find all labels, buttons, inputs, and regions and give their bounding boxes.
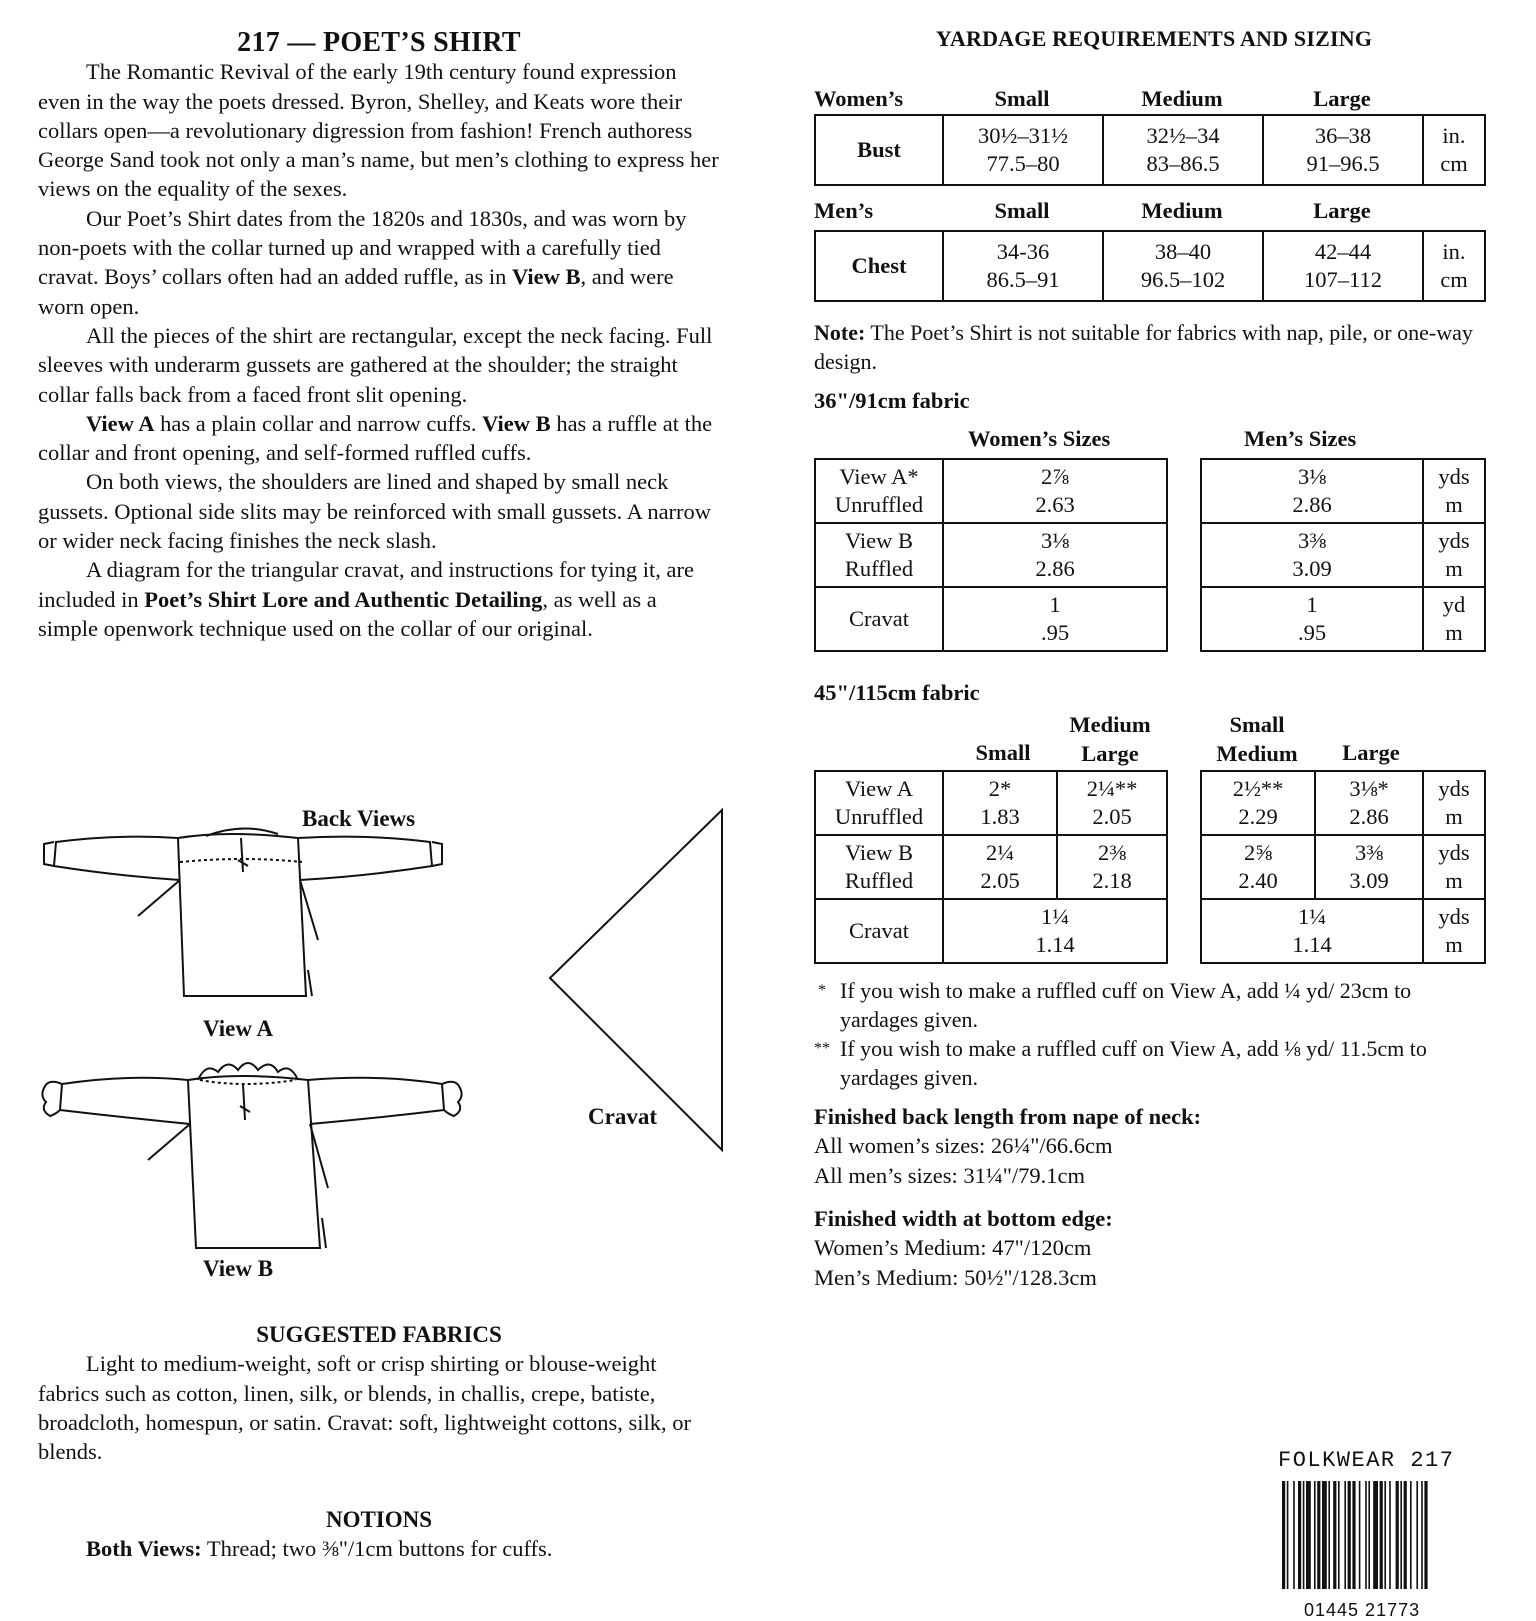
width-women: Women’s Medium: 47"/120cm [814, 1235, 1092, 1261]
f45-row-cravat: Cravat [815, 899, 943, 963]
bust-table [814, 114, 1486, 186]
barcode-bar [1333, 1481, 1336, 1605]
barcode-bar [1328, 1481, 1330, 1605]
chest-label: Chest [815, 231, 943, 301]
bust-small [943, 115, 1103, 185]
f45-b-small [943, 835, 1057, 899]
history-view-b: View B [512, 264, 581, 290]
bust-small-in: 30½–31½ [978, 123, 1068, 148]
f45-a-large [1315, 771, 1423, 835]
f45-men-cravat [1201, 899, 1423, 963]
f36-u-b-yds: yds [1438, 528, 1470, 553]
f36-w-b-m: 2.86 [1035, 556, 1075, 581]
f45-u-b-m: m [1445, 868, 1463, 893]
bust-medium-in: 32½–34 [1146, 123, 1220, 148]
folkwear-label: FOLKWEAR 217 [1278, 1448, 1455, 1473]
f36-m-c-yds: 1 [1306, 592, 1318, 617]
f36-w-c-m: .95 [1040, 620, 1070, 645]
barcode-bar [1352, 1481, 1355, 1605]
barcode-bar [1317, 1481, 1320, 1605]
barcode-bar [1389, 1481, 1391, 1605]
history-paragraph [38, 204, 720, 321]
men-small: Small [994, 198, 1050, 223]
f36-m-b-m: 3.09 [1292, 556, 1332, 581]
f45-a-smallmed [1201, 771, 1315, 835]
f36-w-b-yds: 3⅛ [1040, 528, 1070, 553]
f36-men-header: Men’s Sizes [1244, 426, 1357, 451]
f36-view-a-sub: Unruffled [834, 492, 924, 517]
men-size-header [814, 198, 1494, 224]
bust-medium [1103, 115, 1263, 185]
chest-small-cm: 86.5–91 [986, 267, 1060, 292]
barcode-image [1278, 1479, 1490, 1607]
f45-b-small-m: 2.05 [980, 868, 1020, 893]
f45-h-smallmed-2: Medium [1216, 741, 1298, 766]
barcode-bar [1314, 1481, 1316, 1605]
chest-unit-in: in. [1442, 239, 1466, 264]
shoulders-paragraph: On both views, the shoulders are lined and shaped by small neck gussets. Optional side slits may be reinforced with small gussets. A narrow or wider neck facing finishes the neck slash. [38, 469, 712, 554]
f45-b-large-m: 3.09 [1349, 868, 1389, 893]
f45-u-c-yds: yds [1438, 904, 1470, 929]
men-medium: Medium [1141, 198, 1223, 223]
back-length-women: All women’s sizes: 26¼"/66.6cm [814, 1133, 1113, 1159]
f36-w-a-m: 2.63 [1035, 492, 1075, 517]
notions-text [38, 1534, 720, 1563]
view-b-label: View B [203, 1256, 274, 1281]
barcode-bar [1396, 1481, 1399, 1605]
views-text-d: has a ruffle at the collar and front opening, and self-formed ruffled cuffs. [38, 410, 713, 466]
views-view-a: View A [86, 410, 155, 436]
f45-u-c-m: m [1445, 932, 1463, 957]
barcode-bar [1359, 1481, 1361, 1605]
barcode-bar [1338, 1481, 1340, 1605]
f36-u-c-m: m [1445, 620, 1463, 645]
f36-women-header: Women’s Sizes [968, 426, 1111, 451]
f45-h-medlarge [1054, 710, 1166, 768]
f36-women-cravat [943, 587, 1167, 651]
notions-value: Thread; two ⅜"/1cm buttons for cuffs. [201, 1536, 553, 1562]
fabrics-text: Light to medium-weight, soft or crisp shirting or blouse-weight fabrics such as cotton, linen, silk, or blends, in challis, crepe, batiste, broadcloth, homespun, or satin. Cravat: soft, lightweight cottons, silk, or blends. [38, 1351, 692, 1465]
footnote-1-mark: * [818, 982, 826, 999]
bust-large-in: 36–38 [1314, 123, 1372, 148]
f45-women-table [814, 770, 1168, 964]
barcode-block [1278, 1448, 1508, 1620]
f36-m-a-m: 2.86 [1292, 492, 1332, 517]
f36-women-view-b [943, 523, 1167, 587]
f45-b-smallmed-m: 2.40 [1238, 868, 1278, 893]
f45-a-large-yds: 3⅛* [1349, 776, 1389, 801]
f36-u-c-yd: yd [1442, 592, 1466, 617]
cravat-paragraph [38, 555, 720, 643]
pieces-paragraph: All the pieces of the shirt are rectangular, except the neck facing. Full sleeves with underarm gussets are gathered at the shoulder; the straight collar falls back from a faced front slit opening. [38, 322, 713, 407]
f36-view-b-sub: Ruffled [844, 556, 914, 581]
intro-paragraph: The Romantic Revival of the early 19th century found expression even in the way the poets dressed. Byron, Shelley, and Keats wore their collars open—a revolutionary digression from fashion! French authoress George Sand took not only a man’s name, but men’s clothing to express her views on the equality of the sexes. [38, 59, 719, 202]
barcode-bar [1404, 1481, 1407, 1605]
f36-m-c-m: .95 [1297, 620, 1327, 645]
f45-row-view-b [815, 835, 943, 899]
chest-small [943, 231, 1103, 301]
width-heading: Finished width at bottom edge: [814, 1206, 1113, 1231]
f45-m-cravat-m: 1.14 [1292, 932, 1332, 957]
history-text-a: Our Poet’s Shirt dates from the 1820s and 1830s, and was worn by non-poets with the collar turned up and wrapped with a carefully tied cravat. Boys’ collars often had an added ruffle, as in [38, 205, 687, 290]
fabric-45-heading: 45"/115cm fabric [814, 680, 980, 705]
women-medium: Medium [1141, 86, 1223, 111]
f45-women-cravat [943, 899, 1167, 963]
f45-units-c [1423, 899, 1485, 963]
barcode-bar [1380, 1481, 1383, 1605]
views-text-b: has a plain collar and narrow cuffs. [154, 410, 483, 436]
f36-view-a-label: View A* [839, 464, 919, 489]
f45-b-medlarge-m: 2.18 [1092, 868, 1132, 893]
f36-w-a-yds: 2⅞ [1040, 464, 1070, 489]
view-a-illustration [38, 820, 458, 1010]
women-size-header [814, 86, 1494, 112]
f45-h-smallmed-1: Small [1229, 712, 1285, 737]
f45-a-medlarge-m: 2.05 [1092, 804, 1132, 829]
views-view-b: View B [482, 410, 551, 436]
f45-units-b [1423, 835, 1485, 899]
f36-view-b-label: View B [844, 528, 914, 553]
f45-h-large: Large [1342, 740, 1400, 765]
f45-u-b-yds: yds [1438, 840, 1470, 865]
f45-w-cravat-yds: 1¼ [1040, 904, 1070, 929]
f45-h-smallmed [1200, 710, 1314, 768]
chest-medium-cm: 96.5–102 [1140, 267, 1226, 292]
chest-large-in: 42–44 [1314, 239, 1372, 264]
bust-label: Bust [815, 115, 943, 185]
barcode-bar [1373, 1481, 1378, 1605]
f36-u-a-yds: yds [1438, 464, 1470, 489]
f36-men-cravat [1201, 587, 1423, 651]
f45-a-smallmed-m: 2.29 [1238, 804, 1278, 829]
f36-units-b [1423, 523, 1485, 587]
f45-row-view-a [815, 771, 943, 835]
f45-w-cravat-m: 1.14 [1035, 932, 1075, 957]
f36-men-table [1200, 458, 1486, 652]
f45-h-small: Small [975, 740, 1031, 765]
f45-units-a [1423, 771, 1485, 835]
notions-label: Both Views: [86, 1536, 202, 1562]
f45-h-medlarge-2: Large [1081, 741, 1139, 766]
barcode-bar [1348, 1481, 1351, 1605]
f36-women-table [814, 458, 1168, 652]
barcode-digits: 01445 21773 [1304, 1600, 1421, 1620]
barcode-bar [1293, 1481, 1295, 1605]
f36-men-view-b [1201, 523, 1423, 587]
bust-large [1263, 115, 1423, 185]
barcode-bar [1421, 1481, 1423, 1605]
barcode-bar [1282, 1481, 1285, 1605]
fabrics-heading: SUGGESTED FABRICS [256, 1322, 502, 1347]
barcode-bar [1384, 1481, 1386, 1605]
f45-b-large-yds: 3⅜ [1354, 840, 1384, 865]
fabrics-section [38, 1320, 720, 1466]
chest-medium-in: 38–40 [1154, 239, 1212, 264]
fabric-36-heading: 36"/91cm fabric [814, 388, 970, 413]
barcode-bar [1298, 1481, 1301, 1605]
f45-m-cravat-yds: 1¼ [1297, 904, 1327, 929]
men-large: Large [1313, 198, 1371, 223]
finished-length [814, 1102, 1494, 1190]
f36-w-c-yds: 1 [1049, 592, 1061, 617]
f45-a-large-m: 2.86 [1349, 804, 1389, 829]
f36-m-a-yds: 3⅛ [1297, 464, 1327, 489]
f45-a-medlarge [1057, 771, 1167, 835]
footnote-2 [814, 1034, 1494, 1092]
view-a-label: View A [203, 1016, 274, 1041]
barcode-bar [1416, 1481, 1418, 1605]
views-paragraph [38, 409, 720, 468]
back-views-label: Back Views [302, 806, 416, 831]
men-label: Men’s [814, 198, 874, 223]
bust-units [1423, 115, 1485, 185]
barcode-bar [1287, 1481, 1289, 1605]
f45-a-small [943, 771, 1057, 835]
f45-h-medlarge-1: Medium [1069, 712, 1151, 737]
barcode-bar [1365, 1481, 1367, 1605]
f36-u-a-m: m [1445, 492, 1463, 517]
back-length-heading: Finished back length from nape of neck: [814, 1104, 1202, 1129]
barcode-bar [1410, 1481, 1412, 1605]
f36-men-view-a [1201, 459, 1423, 523]
f45-view-a-sub: Unruffled [834, 804, 924, 829]
width-men: Men’s Medium: 50½"/128.3cm [814, 1264, 1097, 1290]
f45-view-a-label: View A [844, 776, 914, 801]
cravat-label: Cravat [588, 1104, 657, 1129]
barcode-bar [1303, 1481, 1305, 1605]
f36-units-a [1423, 459, 1485, 523]
f36-units-c [1423, 587, 1485, 651]
yardage-title: YARDAGE REQUIREMENTS AND SIZING [935, 26, 1373, 51]
chest-units [1423, 231, 1485, 301]
f45-b-large [1315, 835, 1423, 899]
footnote-1-text: If you wish to make a ruffled cuff on View A, add ¼ yd/ 23cm to yardages given. [840, 978, 1412, 1032]
f45-view-b-sub: Ruffled [844, 868, 914, 893]
f45-b-smallmed [1201, 835, 1315, 899]
f36-m-b-yds: 3⅜ [1297, 528, 1327, 553]
f45-b-small-yds: 2¼ [985, 840, 1015, 865]
f36-row-view-a [815, 459, 943, 523]
chest-small-in: 34-36 [996, 239, 1050, 264]
barcode-bar [1322, 1481, 1327, 1605]
notions-heading: NOTIONS [325, 1507, 433, 1532]
f45-b-medlarge [1057, 835, 1167, 899]
footnote-2-text: If you wish to make a ruffled cuff on View A, add ⅛ yd/ 11.5cm to yardages given. [840, 1036, 1427, 1090]
chest-large-cm: 107–112 [1304, 267, 1382, 292]
bust-unit-cm: cm [1440, 151, 1468, 176]
back-length-men: All men’s sizes: 31¼"/79.1cm [814, 1162, 1086, 1188]
finished-width [814, 1204, 1494, 1292]
notions-section [38, 1505, 720, 1564]
f36-u-b-m: m [1445, 556, 1463, 581]
barcode-bar [1306, 1481, 1311, 1605]
f36-row-cravat: Cravat [815, 587, 943, 651]
history-text-c: , and were worn open. [38, 264, 674, 319]
cravat-text-c: , as well as a simple openwork technique used on the collar of our original. [38, 586, 657, 641]
chest-medium [1103, 231, 1263, 301]
cravat-text-a: A diagram for the triangular cravat, and instructions for tying it, are included in [38, 557, 694, 612]
chest-large [1263, 231, 1423, 301]
barcode-bar [1344, 1481, 1346, 1605]
f45-a-small-yds: 2* [988, 776, 1012, 801]
cravat-lore-title: Poet’s Shirt Lore and Authentic Detailing [144, 586, 543, 612]
women-label: Women’s [814, 86, 904, 111]
bust-medium-cm: 83–86.5 [1146, 151, 1220, 176]
f45-view-b-label: View B [844, 840, 914, 865]
f45-a-medlarge-yds: 2¼** [1086, 776, 1138, 801]
footnote-2-mark: ** [814, 1040, 830, 1057]
barcode-bar [1424, 1481, 1427, 1605]
bust-unit-in: in. [1442, 123, 1466, 148]
women-small: Small [994, 86, 1050, 111]
f45-b-medlarge-yds: 2⅜ [1097, 840, 1127, 865]
f45-u-a-yds: yds [1438, 776, 1470, 801]
barcode-bar [1400, 1481, 1402, 1605]
f45-a-small-m: 1.83 [980, 804, 1020, 829]
footnote-1 [818, 976, 1494, 1034]
f36-women-view-a [943, 459, 1167, 523]
f45-men-table [1200, 770, 1486, 964]
note-label: Note: [814, 320, 866, 345]
barcode-bar [1368, 1481, 1370, 1605]
bust-small-cm: 77.5–80 [986, 151, 1060, 176]
f45-a-smallmed-yds: 2½** [1232, 776, 1284, 801]
page-title: 217 — POET’S SHIRT [237, 27, 521, 58]
chest-unit-cm: cm [1440, 267, 1468, 292]
f36-row-view-b [815, 523, 943, 587]
view-b-illustration [38, 1058, 478, 1263]
f45-u-a-m: m [1445, 804, 1463, 829]
chest-table [814, 230, 1486, 302]
fabric-note [814, 318, 1494, 376]
women-large: Large [1313, 86, 1371, 111]
f45-b-smallmed-yds: 2⅝ [1243, 840, 1273, 865]
bust-large-cm: 91–96.5 [1306, 151, 1380, 176]
left-column [38, 24, 720, 643]
note-text: The Poet’s Shirt is not suitable for fabrics with nap, pile, or one-way design. [814, 320, 1473, 374]
